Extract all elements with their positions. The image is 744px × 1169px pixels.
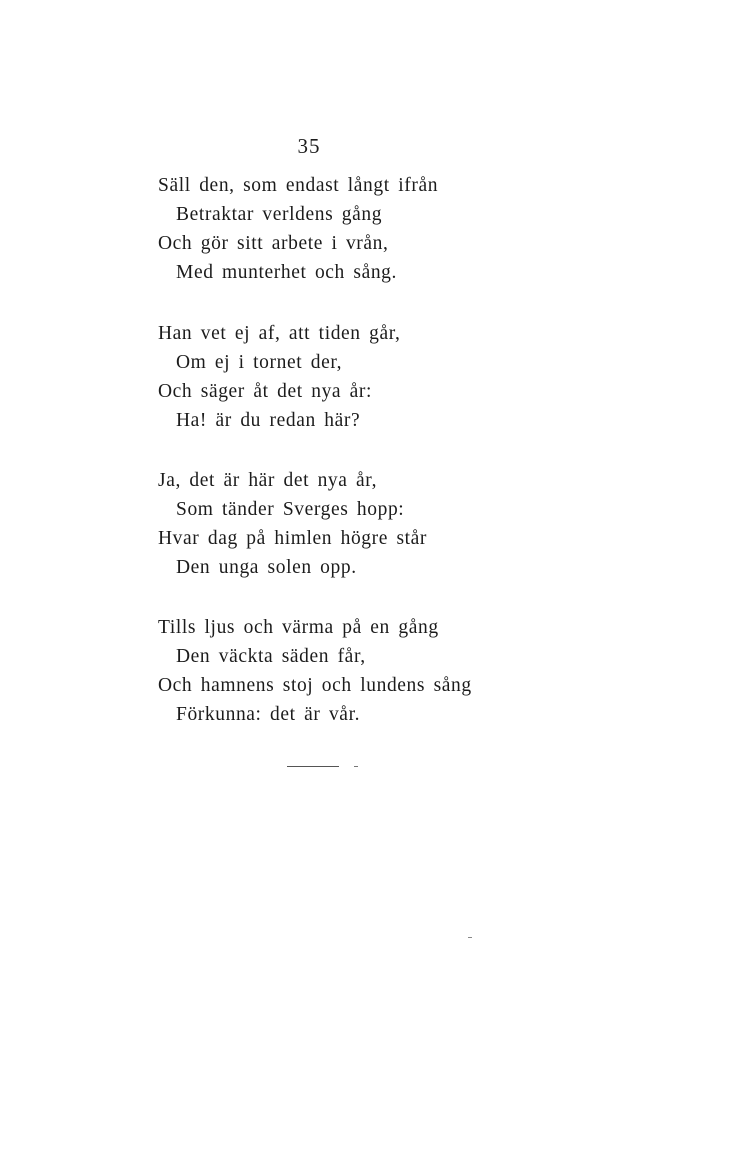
verse-line: Förkunna: det är vår. [176, 704, 361, 725]
verse-line: Hvar dag på himlen högre står [158, 528, 428, 549]
verse-line: Och hamnens stoj och lundens sång [158, 675, 472, 696]
page-number: 35 [297, 134, 321, 158]
verse-line: Som tänder Sverges hopp: [176, 499, 405, 520]
verse-line: Och säger åt det nya år: [158, 381, 373, 402]
verse-line: Om ej i tornet der, [176, 352, 343, 373]
verse-line: Säll den, som endast långt ifrån [158, 175, 439, 196]
verse-line: Ha! är du redan här? [176, 410, 361, 431]
verse-line: Och gör sitt arbete i vrån, [158, 233, 389, 254]
end-divider-rule [287, 766, 339, 767]
paper-speck [468, 937, 472, 938]
verse-line: Han vet ej af, att tiden går, [158, 323, 401, 344]
verse-line: Den väckta säden får, [176, 646, 366, 667]
verse-line: Tills ljus och värma på en gång [158, 617, 439, 638]
verse-line: Betraktar verldens gång [176, 204, 383, 225]
verse-line: Ja, det är här det nya år, [158, 470, 378, 491]
verse-line: Den unga solen opp. [176, 557, 357, 578]
end-divider-tail [354, 766, 358, 767]
verse-line: Med munterhet och sång. [176, 262, 397, 283]
